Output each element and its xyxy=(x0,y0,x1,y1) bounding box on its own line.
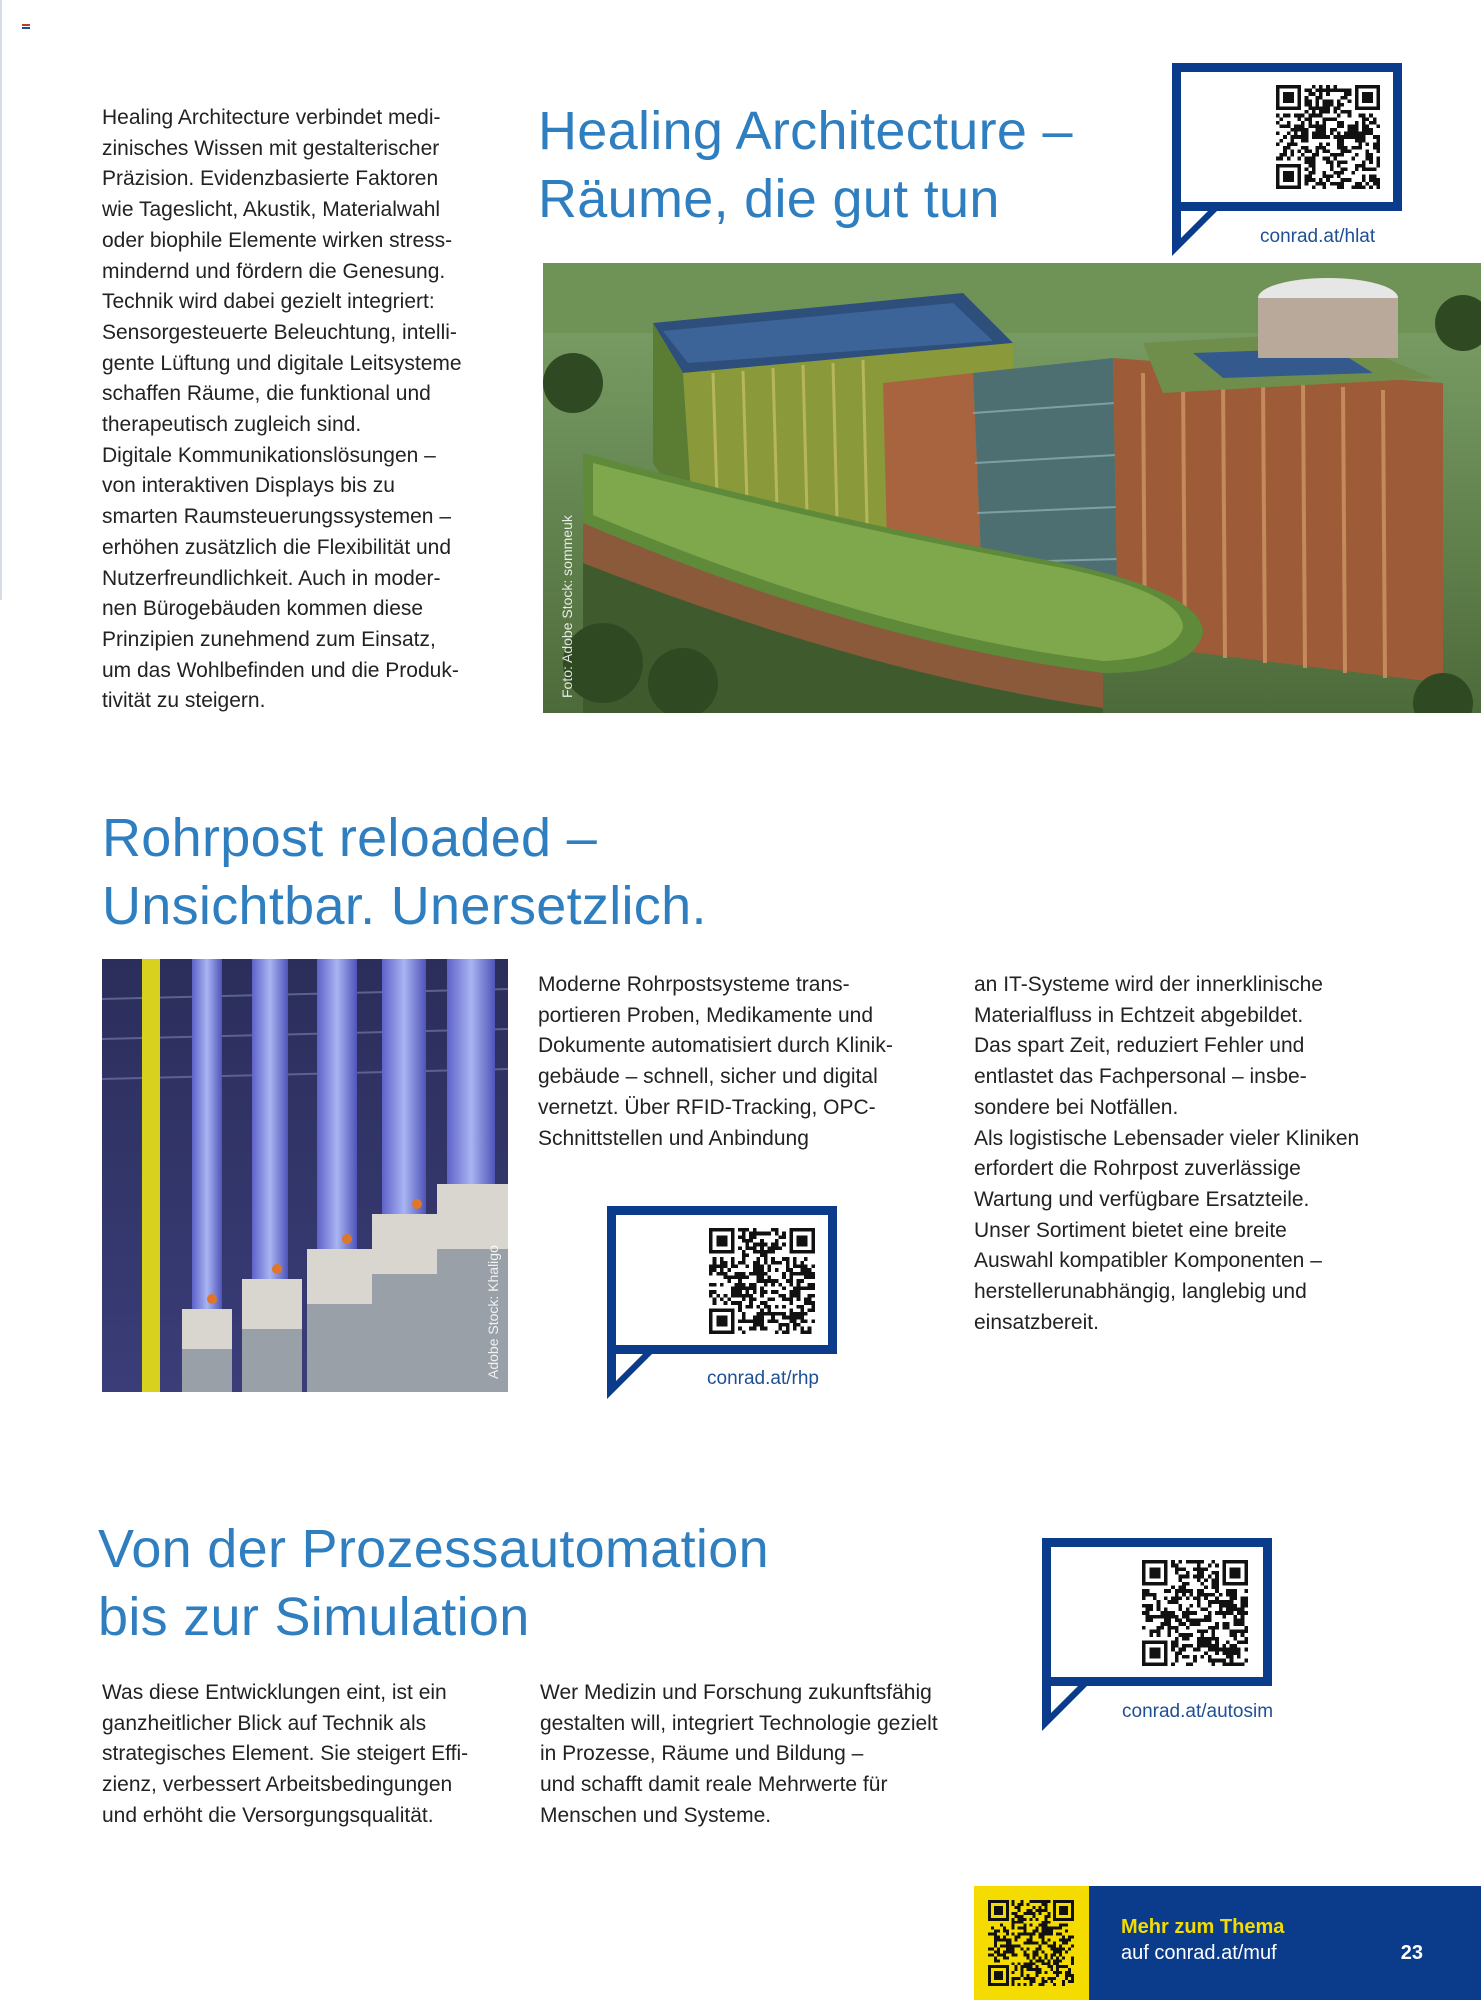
text-line: Technik wird dabei gezielt integriert: xyxy=(102,290,435,314)
prozessautomation-text-col2 xyxy=(540,1678,980,1832)
text-line: in Prozesse, Räume und Bildung – xyxy=(540,1742,864,1766)
qr-code-icon[interactable] xyxy=(1142,1560,1248,1666)
text-line: Was diese Entwicklungen eint, ist ein xyxy=(102,1681,447,1704)
footer-qr-panel[interactable] xyxy=(974,1886,1089,2000)
footer-title: Mehr zum Thema xyxy=(1121,1916,1285,1938)
qr-url-hlat[interactable]: conrad.at/hlat xyxy=(1260,226,1376,247)
text-line: bis zur Simulation xyxy=(98,1587,530,1647)
prozessautomation-heading xyxy=(98,1515,769,1651)
photo-credit: Foto: Adobe Stock: sommeuk xyxy=(559,515,575,698)
text-line: Nutzerfreundlichkeit. Auch in moder- xyxy=(102,566,441,590)
text-line: von interaktiven Displays bis zu xyxy=(102,474,395,498)
page-edge xyxy=(0,0,2,600)
text-line: erfordert die Rohrpost zuverlässige xyxy=(974,1157,1301,1181)
qr-code-icon[interactable] xyxy=(1276,85,1380,189)
text-line: Materialfluss in Echtzeit abgebildet. xyxy=(974,1003,1304,1027)
text-line: Räume, die gut tun xyxy=(538,169,1000,229)
qr-code-icon[interactable] xyxy=(988,1900,1074,1986)
text-line: gebäude – schnell, sicher und digital xyxy=(538,1065,878,1089)
text-line: Menschen und Systeme. xyxy=(540,1803,772,1827)
text-line: Als logistische Lebensader vieler Kliniken xyxy=(974,1126,1360,1150)
photo-credit-khaligo: Adobe Stock: Khaligo xyxy=(485,1245,501,1379)
text-line: gente Lüftung und digitale Leitsysteme xyxy=(102,351,462,375)
pneumatic-tube-photo xyxy=(102,959,508,1392)
text-line: an IT-Systeme wird der innerklinische xyxy=(974,973,1323,996)
text-line: tivität zu steigern. xyxy=(102,689,266,713)
text-line: erhöhen zusätzlich die Flexibilität und xyxy=(102,535,452,559)
rohrpost-text-col2 xyxy=(974,970,1404,1338)
text-line: um das Wohlbefinden und die Produk- xyxy=(102,658,459,682)
text-line: und erhöht die Versorgungsqualität. xyxy=(102,1803,434,1827)
text-line: Rohrpost reloaded – xyxy=(102,808,598,868)
text-line: Von der Prozessautomation xyxy=(98,1519,769,1579)
text-line: schaffen Räume, die funktional und xyxy=(102,382,431,406)
text-line: Sensorgesteuerte Beleuchtung, intelli- xyxy=(102,320,457,344)
text-line: zienz, verbessert Arbeitsbedingungen xyxy=(102,1773,453,1797)
green-hospital-photo xyxy=(543,263,1481,713)
rohrpost-heading xyxy=(102,804,707,940)
text-line: mindernd und fördern die Genesung. xyxy=(102,259,446,283)
prozessautomation-text-col1 xyxy=(102,1678,522,1832)
text-line: wie Tageslicht, Akustik, Materialwahl xyxy=(102,198,441,222)
page-number: 23 xyxy=(1400,1942,1423,1964)
text-line: nen Bürogebäuden kommen diese xyxy=(102,597,424,621)
qr-code-icon[interactable] xyxy=(709,1228,815,1334)
text-line: sondere bei Notfällen. xyxy=(974,1095,1179,1119)
text-line: entlastet das Fachpersonal – insbe- xyxy=(974,1065,1307,1089)
text-line: Auswahl kompatibler Komponenten – xyxy=(974,1249,1322,1273)
text-line: herstellerunabhängig, langlebig und xyxy=(974,1280,1307,1304)
text-line: Unsichtbar. Unersetzlich. xyxy=(102,876,707,936)
text-line: Präzision. Evidenzbasierte Faktoren xyxy=(102,167,439,191)
text-line: strategisches Element. Sie steigert Effi- xyxy=(102,1742,469,1766)
qr-bubble-hlat[interactable] xyxy=(1172,63,1402,255)
page-marker-icon xyxy=(22,24,30,30)
text-line: zinisches Wissen mit gestalterischer xyxy=(102,136,440,160)
healing-architecture-heading xyxy=(538,97,1073,233)
healing-architecture-text xyxy=(102,103,522,717)
qr-bubble-autosim[interactable] xyxy=(1042,1538,1272,1723)
text-line: ganzheitlicher Blick auf Technik als xyxy=(102,1711,427,1735)
footer-link[interactable]: auf conrad.at/muf xyxy=(1121,1942,1277,1964)
text-line: Healing Architecture – xyxy=(538,101,1073,161)
text-line: einsatzbereit. xyxy=(974,1310,1099,1334)
text-line: Moderne Rohrpostsysteme trans- xyxy=(538,973,850,996)
text-line: Digitale Kommunikationslösungen – xyxy=(102,443,436,467)
text-line: Wer Medizin und Forschung zukunftsfähig xyxy=(540,1681,932,1704)
text-line: vernetzt. Über RFID-Tracking, OPC- xyxy=(538,1095,876,1119)
text-line: Healing Architecture verbindet medi- xyxy=(102,106,441,129)
text-line: therapeutisch zugleich sind. xyxy=(102,413,362,437)
qr-url-autosim[interactable]: conrad.at/autosim xyxy=(1122,1701,1274,1722)
text-line: Prinzipien zunehmend zum Einsatz, xyxy=(102,627,436,651)
text-line: Das spart Zeit, reduziert Fehler und xyxy=(974,1034,1305,1058)
text-line: Wartung und verfügbare Ersatzteile. xyxy=(974,1187,1310,1211)
rohrpost-text-col1 xyxy=(538,970,958,1154)
text-line: portieren Proben, Medikamente und xyxy=(538,1003,874,1027)
text-line: Unser Sortiment bietet eine breite xyxy=(974,1218,1287,1242)
text-line: smarten Raumsteuerungssystemen – xyxy=(102,505,451,529)
text-line: Dokumente automatisiert durch Klinik- xyxy=(538,1034,893,1058)
text-line: oder biophile Elemente wirken stress- xyxy=(102,228,453,252)
text-line: Schnittstellen und Anbindung xyxy=(538,1126,809,1150)
qr-bubble-rhp[interactable] xyxy=(607,1206,837,1391)
text-line: gestalten will, integriert Technologie gezielt xyxy=(540,1711,938,1735)
footer-banner xyxy=(1089,1886,1481,2000)
text-line: und schafft damit reale Mehrwerte für xyxy=(540,1773,888,1797)
qr-url-rhp[interactable]: conrad.at/rhp xyxy=(707,1368,819,1389)
